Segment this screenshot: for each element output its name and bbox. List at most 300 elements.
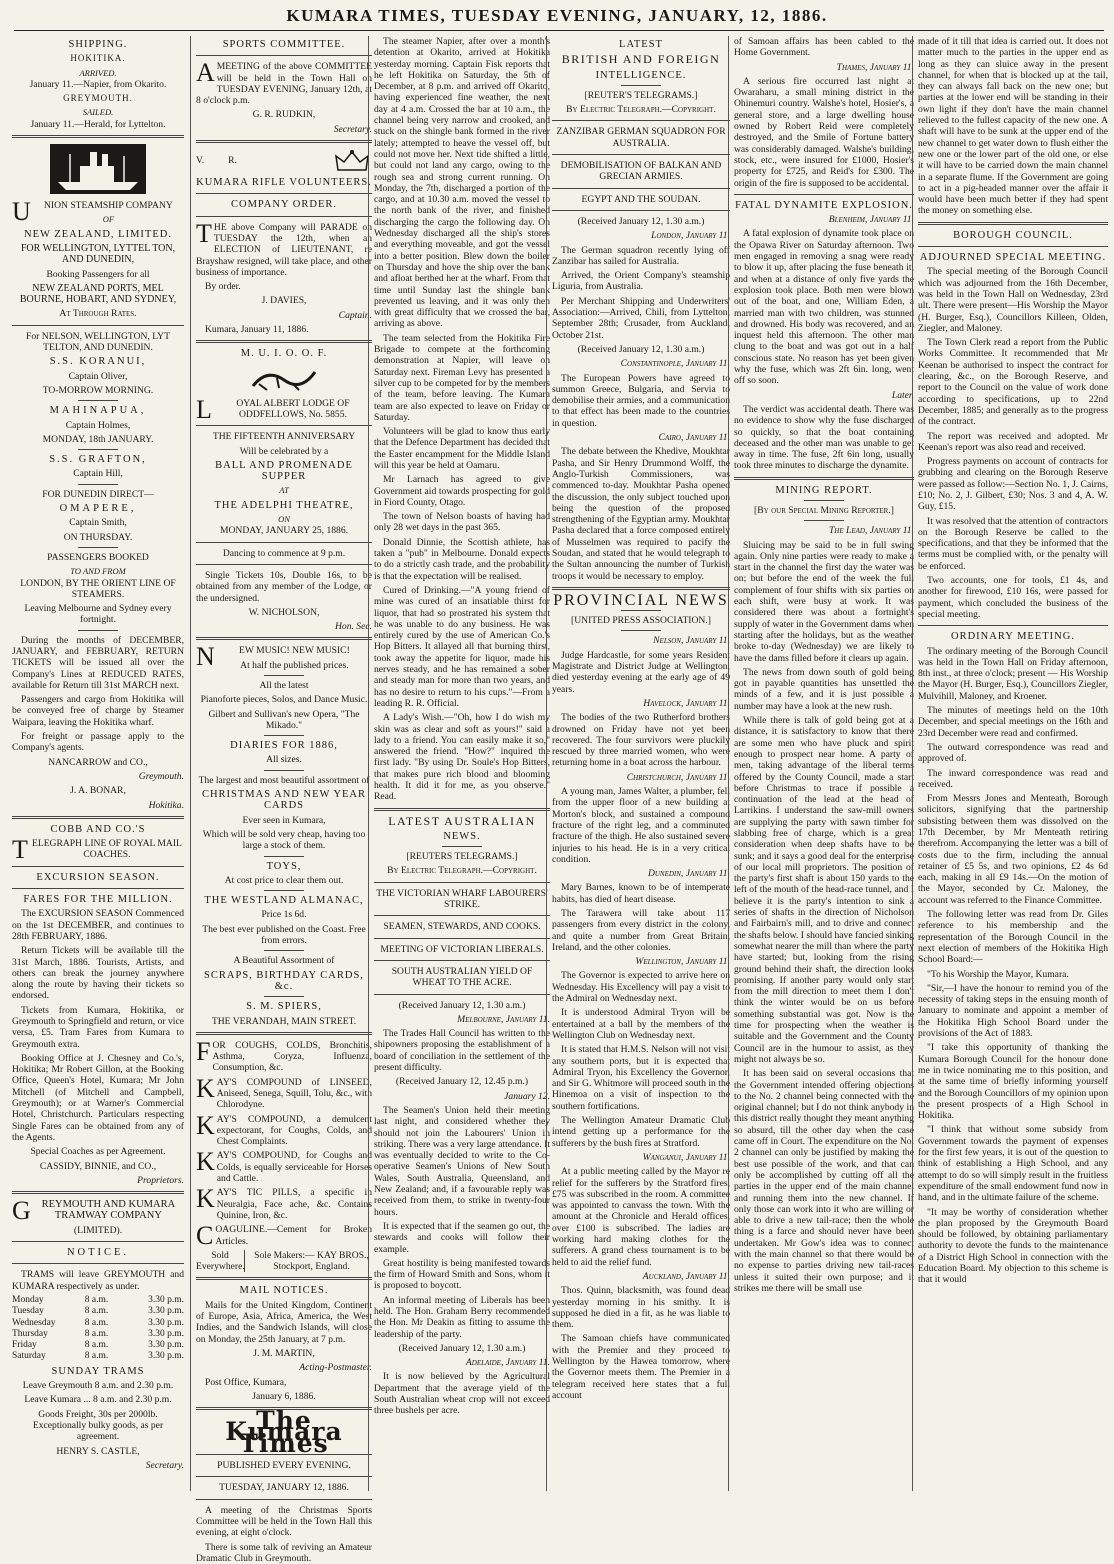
dateline: London, January 11.: [552, 230, 730, 241]
news-para: "Sir,—I have the honour to remind you of the necessity of taking steps in the ensuing month of January to nominate and appoint a member of the Hokitika High School Board under the provisions of the Act of 1883.: [918, 983, 1108, 1039]
schedule-am: 8 a.m.: [85, 1351, 124, 1362]
martin: J. M. MARTIN,: [196, 1348, 372, 1359]
borough-council-heading: BOROUGH COUNCIL.: [918, 230, 1108, 241]
notice-heading: NOTICE.: [12, 1247, 184, 1258]
usc-booking: Booking Passengers for all: [12, 269, 184, 280]
dateline: Thames, January 11.: [734, 62, 914, 73]
hon-sec: Hon. Sec.: [196, 621, 372, 632]
divider: [12, 866, 184, 867]
divider: [196, 1032, 372, 1035]
divider: [621, 85, 661, 86]
captain: Captain.: [196, 310, 372, 321]
news-para: The verdict was accidental death. There was no evidence to show why the fuse discharged so quickly, so that the boat containing deceased and the other man was unable to get away in time. The fuse, 2ft 6in long, usually took three minutes to discharge the dynamite.: [734, 404, 914, 472]
headline: ZANZIBAR GERMAN SQUADRON FOR AUSTRALIA.: [552, 126, 730, 149]
crown-icon: [332, 148, 372, 174]
news-para: Sluicing may be said to be in full swing again. Only nine parties were ready to make a start in the channel the first day the water was on; but before the end of the week the full complement of four shifts with six parties on each shift, were busy at work. It was considered there was about a fortnight's supply of water in the Government dams when starting after the holidays, but as the weather broke to-day (Wednesday) we are likely to have the dams filled before it clears up again.: [734, 540, 914, 664]
new-music: NEW MUSIC! NEW MUSIC!: [196, 645, 372, 656]
dateline: Later.: [734, 390, 914, 401]
mail-para: Mails for the United Kingdom, Continent of Europe, Asia, Africa, America, the West Indies, and the Sandwich Islands, will close on Monday, the 25th January, at 7 p.m.: [196, 1300, 372, 1345]
news-para: An informal meeting of Liberals has been held. The Hon. Graham Berry recommended the Hon. Mr Deakin as fitting to assume the leadership of the party.: [374, 1295, 550, 1340]
news-para: The Seamen's Union held their meeting last night, and considered whether they should not join the Labourers' Union in striking. There was a very large attendance. It was eventually decided to write to the Co-operative Seamen's Unions of New South Wales, South Australia, Queensland, and New Zealand; and, if a favourable reply was received from them, to strike in twenty-four hours.: [374, 1105, 550, 1218]
news-para: The report was received and adopted. Mr Keenan's report was also read and received.: [918, 431, 1108, 454]
kay-makers: [196, 1250, 372, 1273]
australian-heading: LATEST AUSTRALIAN: [374, 816, 550, 827]
divider: [12, 816, 184, 819]
divider: [78, 547, 118, 548]
ship-captain: Captain Hill,: [12, 468, 184, 479]
nicholson: W. NICHOLSON,: [196, 607, 372, 618]
all-sizes: All sizes.: [196, 754, 372, 765]
received: (Received January 12, 1.30 a.m.): [552, 216, 730, 227]
which: Which will be sold very cheap, having too large a stock of them.: [196, 829, 372, 852]
acting-postmaster: Acting-Postmaster.: [196, 1362, 372, 1373]
schedule-day: Monday: [12, 1295, 85, 1306]
divider: [734, 477, 914, 480]
divider: [12, 135, 184, 138]
masthead: KUMARA TIMES, TUESDAY EVENING, JANUARY, 12, 1886.: [0, 6, 1114, 32]
london-line: LONDON, BY THE ORIENT LINE OF STEAMERS.: [12, 578, 184, 601]
divider: [196, 140, 372, 143]
column-1: [12, 36, 188, 1491]
ball-supper: BALL AND PROMENADE SUPPER: [196, 460, 372, 483]
news-para: of Samoan affairs has been cabled to the Home Government.: [734, 36, 914, 59]
usc-route-1: FOR WELLINGTON, LYTTEL TON, AND DUNEDIN,: [12, 243, 184, 266]
sports-heading: SPORTS COMMITTEE.: [196, 39, 372, 50]
issue-date: TUESDAY, JANUARY 12, 1886.: [196, 1482, 372, 1493]
news-para: Per Merchant Shipping and Underwriters' Association:—Arrived, Chili, from Lyttelton, September 28th; Crusader, from Auckland, October 21st.: [552, 296, 730, 341]
schedule-pm: 3.30 p.m.: [124, 1351, 184, 1362]
spiers: S. M. SPIERS,: [196, 1001, 372, 1012]
news-para: It was resolved that the attention of contractors on the Borough Reserve be called to the specifications, and that they be informed that the terms must be complied with, or the penalty will be enforced.: [918, 516, 1108, 572]
ordinary-meeting-heading: ORDINARY MEETING.: [918, 631, 1108, 642]
news-para: "I take this opportunity of thanking the Kumara Borough Council for the honour done me in twice nominating me to this position, and at the same time of briefly informing yourself and the Borough Councillors of my opinion upon the present prospects of a High School in Hokitika.: [918, 1042, 1108, 1121]
news-para: A young man, James Walter, a plumber, fell from the upper floor of a new building at Morton's block, and sustained a compound fracture of the right leg, and a comminuted fracture of the thigh. He also sustained severe injuries to his head. He is in a very critical condition.: [552, 786, 730, 865]
mail-notices: MAIL NOTICES.: [196, 1285, 372, 1296]
post-office: Post Office, Kumara,: [196, 1377, 372, 1388]
received: (Received January 12, 12.45 p.m.): [374, 1076, 550, 1087]
cobb-heading: COBB AND CO.'S: [12, 824, 184, 835]
news-para: It has been said on several occasions that the Government intended offering objections to the No. 2 channel being connected with the original channel; but I do not think anybody in this district really thought they meant anything so absurd, till the other day when the case came off in Court. The expenditure on the No. 2 channel can only be justified by making the best use possible of the work, and that can only be accomplished by cutting off all the parties in the upper end of the main channel and running them into the new channel. If only those can work into it who are willing or able to drive a new tail-race; then the whole thing is a farce and should never have been undertaken. Mr Gow's idea was to connect with the main channel so that there would be no expense to parties driving new tail-races unless it suited their own purpose; and it strikes me there will be small use: [734, 1068, 914, 1294]
divider: [804, 500, 844, 501]
agent-nancarrow: NANCARROW and CO.,: [12, 757, 184, 768]
coaguline: COAGULINE.—Cement for Broken Articles.: [196, 1224, 372, 1247]
muloof: M. U. I. O. O. F.: [196, 348, 372, 359]
ship-captain: Captain Oliver,: [12, 371, 184, 382]
fifteenth: THE FIFTEENTH ANNIVERSARY: [196, 431, 372, 442]
schedule-am: 8 a.m.: [85, 1306, 124, 1317]
sunday-line: Leave Kumara ... 8 a.m. and 2.30 p.m.: [12, 1394, 184, 1405]
divider: [552, 154, 730, 155]
column-2: [190, 36, 376, 1491]
column-6: [912, 36, 1110, 1491]
almanac-price: Price 1s 6d.: [196, 909, 372, 920]
table-row: [12, 1318, 184, 1329]
headline: SEAMEN, STEWARDS, AND COOKS.: [374, 921, 550, 932]
usc-route-2: For NELSON, WELLINGTON, LYT TELTON, AND DUNEDIN.: [12, 331, 184, 354]
divider: [78, 449, 118, 450]
sailed-line: January 11.—Herald, for Lyttelton.: [12, 119, 184, 130]
divider: [374, 960, 550, 961]
received: (Received January 12, 1.30 a.m.): [552, 344, 730, 355]
sold-everywhere: Sold Everywhere.: [196, 1250, 245, 1273]
excursion-para: Tickets from Kumara, Hokitika, or Greymouth to Springfield and return, or vice versa, £5. Tram Fares from Kumara to Greymouth extra.: [12, 1005, 184, 1050]
divider: [196, 216, 372, 217]
scraps: SCRAPS, BIRTHDAY CARDS, &c.: [196, 970, 372, 993]
at-cost: At cost price to clear them out.: [196, 875, 372, 886]
news-para: The Samoan chiefs have communicated with the Premier and they proceed to Wellington by the Hawea tomorrow, where the Governor meets them. The Premier in a telegram received here states that a full account: [552, 1333, 730, 1401]
schedule-pm: 3.30 p.m.: [124, 1306, 184, 1317]
toys: TOYS,: [196, 861, 372, 872]
reuters: [REUTER'S TELEGRAMS.]: [552, 90, 730, 101]
table-row: [12, 1329, 184, 1340]
published-every-evening: PUBLISHED EVERY EVENING.: [196, 1460, 372, 1471]
return-tickets-para: During the months of DECEMBER, JANUARY, and FEBRUARY, RETURN TICKETS will be issued all over the Company's Lines at REDUCED RATES, available for Return till 31st MARCH next.: [12, 635, 184, 691]
dateline: Blenheim, January 11.: [734, 214, 914, 225]
dateline: Nelson, January 11.: [552, 635, 730, 646]
dateline: Cairo, January 11.: [552, 432, 730, 443]
dateline: January 12.: [374, 1091, 550, 1102]
ship-date: MONDAY, 18th JANUARY.: [12, 434, 184, 445]
news-para: Thos. Quinn, blacksmith, was found dead yesterday morning in his smithy. It is supposed he died in a fit, as he was liable to them.: [552, 1285, 730, 1330]
company-order: COMPANY ORDER.: [196, 199, 372, 210]
news-para: A meeting of the Christmas Sports Committee will be held in the Town Hall this evening, at eight o'clock.: [196, 1505, 372, 1539]
freight-para: For freight or passage apply to the Company's agents.: [12, 731, 184, 754]
schedule-am: 8 a.m.: [85, 1340, 124, 1351]
reuters: [REUTERS TELEGRAMS.]: [374, 851, 550, 862]
celebrated: Will be celebrated by a: [196, 446, 372, 457]
news-para: A serious fire occurred last night at Owaraharu, a small mining district in the Ohinemuri country. Walshe's hotel, Hosier's, a general store, and a large dwelling house owned by Robert Reid were completely destroyed, and the Smile of Fortune battery was considerably damaged. Walshe's building, stock, etc., were insured for £1000, Hosier's property for £725, and Reid's for £300. The origin of the fire is supposed to be accidental.: [734, 76, 914, 189]
news-para: The town of Nelson boasts of having had only 28 wet days in the past 365.: [374, 511, 550, 534]
news-para: The Governor is expected to arrive here on Wednesday. His Excellency will pay a visit to the Admiral on Wednesday next.: [552, 970, 730, 1004]
port-greymouth: GREYMOUTH.: [12, 93, 184, 104]
ship-koranui: S.S. KORANUI,: [12, 356, 184, 367]
divider: [374, 938, 550, 939]
news-para: The Town Clerk read a report from the Public Works Committee. It recommended that Mr Keenan be authorised to inspect the contract for clearing, &c., on the Borough Reserve, and report to the Council on the value of work done according to specifications, up to 22nd December, 1885; and generally as to the progress of the contract.: [918, 337, 1108, 427]
cobb-title: TELEGRAPH LINE OF ROYAL MAIL COACHES.: [12, 838, 184, 861]
divider: [552, 210, 730, 211]
dateline: Dunedin, January 11.: [552, 868, 730, 879]
rudkin-title: Secretary.: [196, 124, 372, 135]
dateline: Wanganui, January 11.: [552, 1152, 730, 1163]
divider: [12, 1191, 184, 1194]
divider: [12, 325, 184, 326]
divider: [196, 1499, 372, 1500]
news-para: The Trades Hall Council has written to the shipowners proposing the establishment of a board of conciliation in the settlement of the present difficulty.: [374, 1028, 550, 1073]
usc-of: OF: [12, 214, 184, 225]
excursion-para: The EXCURSION SEASON Commenced on the 1st DECEMBER, and continues to 28th FEBRUARY, 1886.: [12, 908, 184, 942]
post-office-date: January 6, 1886.: [196, 1391, 372, 1402]
dateline: Christchurch, January 11.: [552, 772, 730, 783]
goods-freight: Goods Freight, 30s per 2000lb. Exceptionally bulky goods, as per agreement.: [12, 1409, 184, 1443]
upa: [UNITED PRESS ASSOCIATION.]: [552, 615, 730, 626]
divider: [264, 675, 304, 676]
schedule-pm: 3.30 p.m.: [124, 1295, 184, 1306]
verandah: THE VERANDAH, MAIN STREET.: [196, 1016, 372, 1027]
ship-mahinapua: MAHINAPUA,: [12, 405, 184, 416]
news-para: The outward correspondence was read and approved of.: [918, 742, 1108, 765]
kays-horses: KAY'S COMPOUND, for Coughs and Colds, is equally serviceable for Horses and Cattle.: [196, 1150, 372, 1184]
news-para: The debate between the Khedive, Moukhtar Pasha, and Sir Henry Drummond Wolff, the Anglo-Turkish Commissioners, was commenced to-day. Moukhtar Pasha opened the discussion, the only subject touched upon being the question of the proposed strengthening of the Egyptian army. Moukhtar Pasha declared that a force composed entirely of Musselmen was required to pacify the Soudan, and stated that he would telegraph to the Sultan announcing the number of Turkish troops it would be necessary to employ.: [552, 446, 730, 582]
news-para: It is now believed by the Agricultural Department that the average yield of the South Australian wheat crop will not exceed three bushels per acre.: [374, 1371, 550, 1416]
schedule-am: 8 a.m.: [85, 1295, 124, 1306]
divider: [196, 55, 372, 56]
by-electric: By Electric Telegraph.—Copyright.: [552, 104, 730, 115]
column-3: [368, 36, 554, 1491]
shipping-heading: SHIPPING.: [12, 39, 184, 50]
sole-makers: Sole Makers:— KAY BROS., Stockport, England.: [251, 1250, 372, 1273]
news-para: The team selected from the Hokitika Fire Brigade to compete at the forthcoming demonstration at Napier, will leave on Saturday next. Fireman Levy has presented a silver cup to be competed for by the members of the team, before leaving. The Kumara team are also expected to leave on Friday or Saturday.: [374, 333, 550, 423]
newspaper-title: The Kumara Times: [196, 1415, 372, 1449]
news-para: From Messrs Jones and Menteath, Borough solicitors, signifying that the partnership subsisting between them was dissolved on the 17th December, by Mr Menteath retiring therefrom. Accompanying the letter was a bill of costs due to the firm, including the annual retainer of £5 5s, and two opinions, £2 4s 6d each, making in all £9 14s.—On the motion of the Mayor, seconded by Cr. Maloney, the account was referred to the Finance Committee.: [918, 793, 1108, 906]
agent-place: Greymouth.: [12, 771, 184, 782]
kays-tic-pills: KAY'S TIC PILLS, a specific in Neuralgia, Face ache, &c. Contains Quinine, Iron, &c.: [196, 1187, 372, 1221]
schedule-am: 8 a.m.: [85, 1329, 124, 1340]
news-para: The steamer Napier, after over a month's detention at Okarito, arrived at Hokitika yesterday morning. Captain Fisk reports that he left Hokitika on Saturday, the 5th of December, at 8 p.m. and arrived off Okarito, having experienced fine weather, the next day at 4 a.m. Crossed the bar at 10 a.m., the channel being very narrow and crooked, and stuck on the shingle bank formed in the river lately; attempted to heave the vessel off, but could not move her. Next tide shifted a little, but could not land any cargo, owing to the rough sea and strong current running. On Monday, the 7th, discharged a portion of the cargo, and at 10.30 a.m. moved the vessel to the north bank of the river, and finished discharging the cargo the following day. On Wednesday discharged all the ship's stores and everything moveable, and got the vessel into a better position. Blew down the boiler on Thursday and hove the ship over the bank and afloat berthed her at the wharf. From that time until Sunday last the shingle bank prevented us leaving, and it was only then with great difficulty that we crossed the bar, arriving as above.: [374, 36, 550, 330]
schedule-pm: 3.30 p.m.: [124, 1318, 184, 1329]
agent-bonar: J. A. BONAR,: [12, 785, 184, 796]
divider: [734, 194, 914, 195]
divider: [196, 637, 372, 640]
table-row: [12, 1351, 184, 1362]
tram-schedule: [12, 1295, 184, 1363]
masthead-rule: [14, 30, 1104, 31]
news-para: Mr Larnach has agreed to give Government aid towards prospecting for gold in Fiord County, Otago.: [374, 474, 550, 508]
usc-rates: At Through Rates.: [12, 308, 184, 319]
cargo-para: Passengers and cargo from Hokitika will be conveyed free of charge by Steamer Waipara, leaving the Hokitika wharf.: [12, 694, 184, 728]
divider: [621, 630, 661, 631]
divider: [264, 890, 304, 891]
news-para: The German squadron recently lying off Zanzibar has sailed for Australia.: [552, 245, 730, 268]
news-para: The Tarawera will take about 117 passengers from every district in the colony, and quite a number from Great Britain, Ireland, and the other colonies.: [552, 908, 730, 953]
ship-grafton: S.S. GRAFTON,: [12, 454, 184, 465]
news-para: Two accounts, one for tools, £1 4s, and another for firewood, £10 16s, were passed for payment, which concluded the business of the special meeting.: [918, 575, 1108, 620]
news-para: "It may be worthy of consideration whether the plan proposed by the Greymouth Board should be followed, by obtaining parliamentary authority to devote the funds to the maintenance of a District High School in connection with the Education Board. My objection to this scheme is that it would: [918, 1207, 1108, 1286]
news-para: The minutes of meetings held on the 10th December, and special meetings on the 16th and 23rd December were read and confirmed.: [918, 705, 1108, 739]
rifle-para: THE above Company will PARADE on TUESDAY the 12th, when an ELECTION of LIEUTENANT, re Brayshaw resigned, will take place, and other business of importance.: [196, 222, 372, 278]
fares-heading: FARES FOR THE MILLION.: [12, 894, 184, 905]
intelligence-heading: INTELLIGENCE.: [552, 70, 730, 81]
news-para: The news from down south of gold being got in payable quantities has unsettled the minds of a few, and it is just possible a number may have a look at the new rush.: [734, 667, 914, 712]
rudkin: G. R. RUDKIN,: [196, 109, 372, 120]
received: (Received January 12, 1.30 a.m.): [374, 1000, 550, 1011]
news-para: Judge Hardcastle, for some years Resident Magistrate and District Judge at Wellington, died yesterday evening at the early age of 49 years.: [552, 650, 730, 695]
arrived-label: ARRIVED.: [12, 68, 184, 79]
news-para: It is expected that if the seamen go out, the stewards and cooks will follow their example.: [374, 1221, 550, 1255]
divider: [264, 856, 304, 857]
mining-report-heading: MINING REPORT.: [734, 485, 914, 496]
gilbert: Gilbert and Sullivan's new Opera, "The Mikado.": [196, 709, 372, 732]
by-our-reporter: [By our Special Mining Reporter.]: [734, 505, 914, 516]
schedule-pm: 3.30 p.m.: [124, 1329, 184, 1340]
news-para: The special meeting of the Borough Council which was adjourned from the 16th December, was held in the Town Hall on Wednesday, 23rd ult. There were present—His Worship the Mayor (H. Burger, Esq.), Councillors Killeen, Olden, Ziegler, and Maloney.: [918, 266, 1108, 334]
british-foreign-heading: BRITISH AND FOREIGN: [552, 54, 730, 65]
divider: [196, 542, 372, 543]
ball-tickets: Single Tickets 10s, Double 16s, to be obtained from any member of the Lodge, or the undersigned.: [196, 570, 372, 604]
divider: [374, 994, 550, 995]
dateline: Melbourne, January 11.: [374, 1014, 550, 1025]
news-para: There is some talk of reviving an Amateur Dramatic Club in Greymouth.: [196, 1542, 372, 1564]
passengers-booked: PASSENGERS BOOKED: [12, 552, 184, 563]
news-para: "To his Worship the Mayor, Kumara.: [918, 969, 1108, 980]
divider: [374, 915, 550, 916]
divider: [804, 520, 844, 521]
adjourned-heading: ADJOURNED SPECIAL MEETING.: [918, 252, 1108, 263]
news-para: It is stated that H.M.S. Nelson will not visit any southern ports, but it is expected that Admiral Tryon, his Excellency the Governor, and Sir G. Whitmore will proceed south in the Hinemoa on a visit of inspection to the southern fortifications.: [552, 1044, 730, 1112]
christmas-cards: CHRISTMAS AND NEW YEAR CARDS: [196, 789, 372, 812]
divider: [78, 484, 118, 485]
news-para: "I think that without some subsidy from Government towards the payment of expenses for the first few years, it is out of the question to think of establishing a High School, and any attempt to do so will simply result in the fruitless expenditure of the small endowment fund now in hand, and in the ultimate failure of the scheme.: [918, 1124, 1108, 1203]
schedule-day: Friday: [12, 1340, 85, 1351]
news-para: The ordinary meeting of the Borough Council was held in the Town Hall on Friday afternoon, 8th inst., at three o'clock; present — His Worship the Mayor (H. Burger, Esq.), Councillors Ziegler, Mulvihill, Maloney, and Kroener.: [918, 646, 1108, 702]
beautiful: A Beautiful Assortment of: [196, 955, 372, 966]
divider: [12, 1241, 184, 1242]
schedule-am: 8 a.m.: [85, 1318, 124, 1329]
divider: [78, 630, 118, 631]
dateline: Havelock, January 11.: [552, 698, 730, 709]
agent-place: Hokitika.: [12, 800, 184, 811]
news-para: It is understood Admiral Tryon will be entertained at a ball by the members of the Wellington Club on Wednesday next.: [552, 1007, 730, 1041]
by-order: By order.: [196, 281, 372, 292]
divider: [12, 888, 184, 889]
headline: THE VICTORIAN WHARF LABOURERS' STRIKE.: [374, 888, 550, 911]
excursion-para: Booking Office at J. Chesney and Co.'s, Hokitika; Mr Robert Gillon, at the Booking Office, Queen's Hotel, Kumara; Mr John Mitchell (of Mitchell and Campbell, Greymouth); or at Warner's Commercial Hotel, Christchurch. Particulars respecting Single Fares can be obtained from any of the Agents.: [12, 1053, 184, 1143]
half-prices: At half the published prices.: [196, 660, 372, 671]
at-label: AT: [196, 485, 372, 496]
schedule-pm: 3.30 p.m.: [124, 1340, 184, 1351]
pianoforte: Pianoforte pieces, Solos, and Dance Music.: [196, 694, 372, 705]
oddfellows-emblem-icon: [249, 364, 319, 394]
news-para: At a public meeting called by the Mayor re relief for the sufferers by the Stratford fires, £75 was subscribed in the room. A committee was appointed to canvass the town. With the amount at the Chronicle and Herald offices, over £100 is subscribed. The ladies are working hard making clothes for the sufferers. A grand chess tournament is to be held to aid the relief fund.: [552, 1166, 730, 1268]
dateline: Adelaide, January 11.: [374, 1357, 550, 1368]
sports-para: AMEETING of the above COMMITTEE will be held in the Town Hall on TUESDAY EVENING, January 12th, at 8 o'clock p.m.: [196, 61, 372, 106]
proprietors: Proprietors.: [12, 1175, 184, 1186]
usc-ports: NEW ZEALAND PORTS, MEL BOURNE, HOBART, AND SYDNEY,: [12, 283, 184, 306]
schedule-day: Tuesday: [12, 1306, 85, 1317]
sunday-line: Leave Greymouth 8 a.m. and 2.30 p.m.: [12, 1380, 184, 1391]
to-and-from: TO AND FROM: [12, 566, 184, 577]
dateline: Constantinople, January 11.: [552, 358, 730, 369]
ship-captain: Captain Holmes,: [12, 420, 184, 431]
divider: [552, 120, 730, 121]
sailed-label: SAILED.: [12, 107, 184, 118]
largest: The largest and most beautiful assortment of: [196, 775, 372, 786]
divider: [374, 882, 550, 883]
provincial-heading: PROVINCIAL NEWS: [552, 595, 730, 606]
divider: [918, 246, 1108, 247]
usc-title: UNION STEAMSHIP COMPANY: [12, 200, 184, 211]
kays-demulcent: KAY'S COMPOUND, a demulcent expectorant, for Coughs, Colds, and Chest Complaints.: [196, 1114, 372, 1148]
ship-captain: Captain Smith,: [12, 517, 184, 528]
almanac: THE WESTLAND ALMANAC,: [196, 895, 372, 906]
ship-date: ON THURSDAY.: [12, 532, 184, 543]
news-para: The bodies of the two Rutherford brothers drowned on Friday have not yet been recovered. The four survivors were pluckily rescued by three married women, who were returning home in a boat across the harbour.: [552, 712, 730, 768]
secretary: Secretary.: [12, 1460, 184, 1471]
ship-date: TO-MORROW MORNING.: [12, 385, 184, 396]
kumara-date: Kumara, January 11, 1886.: [196, 324, 372, 335]
tram-title: GREYMOUTH AND KUMARA TRAMWAY COMPANY: [12, 1199, 184, 1222]
divider: [196, 193, 372, 194]
divider: [621, 610, 661, 611]
news-para: The Wellington Amateur Dramatic Club intend getting up a performance for the sufferers by the bush fires at Stratford.: [552, 1115, 730, 1149]
port-hokitika: HOKITIKA.: [12, 53, 184, 64]
fatal-explosion-heading: FATAL DYNAMITE EXPLOSION.: [734, 200, 914, 211]
divider: [918, 625, 1108, 626]
divider: [196, 1277, 372, 1280]
schedule-day: Saturday: [12, 1351, 85, 1362]
trams-intro: TRAMS will leave GREYMOUTH and KUMARA respectively as under.: [12, 1269, 184, 1292]
news-para: A Lady's Wish.—"Oh, how I do wish my skin was as clear and soft as yours!" said a lady to a friend. You can easily make it so," answered the friend. "How?" inquired the first lady. "By using Dr. Soule's Hop Bitters, that makes pure rich blood and blooming health. It did it for me, as you observe." Read.: [374, 712, 550, 802]
divider: [264, 950, 304, 951]
dateline: The Lead, January 11.: [734, 525, 914, 536]
news-para: Volunteers will be glad to know thus early that the Defence Department has decided that the Easter encampment for the Middle Island will this year be held at Oamaru.: [374, 426, 550, 471]
divider: [78, 400, 118, 401]
news-para: While there is talk of gold being got at a distance, it is satisfactory to know that there are some men who have pluck and spirit enough to prospect near home. A party of men, taking advantage of the liberal terms offered by the County Council, made a start before Christmas to trace if possible a continuation of the lead at the head of Larrikins. I understand the saw-mill owners are supplying the party with sawn timber for slabbing free of charge, which is a great consideration when deep shafts have to be sunk; and it says a good deal for the enterprise of our local mill proprietors. The position of the party's first shaft is about 150 yards to the left of the mouth of the head-race tunnel, and I believe it is the party's intention to sink a series of shafts in the direction of Nicholson and Fairbairn's mill, and to drive and connect the shafts below. I should have fancied sinking somewhat nearer the mill than where the party have started; but, looking from the rising ground behind their shaft, the direction looks promising. If another party would only start from the mill direction to meet them I don't think the winter would be on us before something substantial was got. Now is the time for prospecting when the weather is suitable and the Government and the County Council are in the humour to assist, as they might not always be so.: [734, 715, 914, 1065]
column-4: [546, 36, 734, 1491]
davies: J. DAVIES,: [196, 295, 372, 306]
for-dunedin: FOR DUNEDIN DIRECT—: [12, 489, 184, 500]
arrived-line: January 11.—Napier, from Okarito.: [12, 79, 184, 90]
news-para: made of it till that idea is carried out. It does not matter much to the parties in the upper end as long as they can sluice away in the present channel, for when that is blocked up at the tail, they can always fall back on the new one; but parties at the lower end will be standing in their own light if they don't have the main channel relieved to the fullest capacity of the new one. A shaft will have to be sunk at the upper end of the new channel to get water down to flush either the new one or the lower part of the old one, or else it will have to be carried down the main channel in a separate flume. If the Government are going to act in a pig-headed manner over the affair it would have been much better if they had spent the money on something else.: [918, 36, 1108, 217]
divider: [552, 188, 730, 189]
headline: DEMOBILISATION OF BALKAN AND GRECIAN ARMIES.: [552, 160, 730, 183]
headline: SOUTH AUSTRALIAN YIELD OF WHEAT TO THE ACRE.: [374, 966, 550, 989]
steamship-icon: [50, 144, 146, 194]
all-latest: All the latest: [196, 680, 372, 691]
schedule-day: Thursday: [12, 1329, 85, 1340]
kays-coughs: FOR COUGHS, COLDS, Bronchitis, Asthma, Coryza, Influenza, Consumption, &c.: [196, 1040, 372, 1074]
divider: [442, 846, 482, 847]
ship-omapere: OMAPERE,: [12, 503, 184, 514]
news-para: The following letter was read from Dr. Giles reference to his membership and the representation of the Borough Council in the next election of members of the Hokitika High School Board:—: [918, 909, 1108, 965]
news-para: Great hostility is being manifested towards the firm of Howard Smith and Sons, whom it is proposed to boycott.: [374, 1258, 550, 1292]
on-label: ON: [196, 514, 372, 525]
ever-seen: Ever seen in Kumara,: [196, 815, 372, 826]
excursion-para: Special Coaches as per Agreement.: [12, 1146, 184, 1157]
divider: [196, 425, 372, 426]
excursion-para: Return Tickets will be available till the 31st March, 1886. Tourists, Artists, and others can break the journey anywhere along the route by having their tickets so endorsed.: [12, 945, 184, 1001]
column-5: [728, 36, 918, 1491]
dateline: Wellington, January 11.: [552, 956, 730, 967]
divider: [196, 1476, 372, 1477]
diaries: DIARIES FOR 1886,: [196, 740, 372, 751]
leaving: Leaving Melbourne and Sydney every fortnight.: [12, 603, 184, 626]
table-row: [12, 1340, 184, 1351]
news-para: A fatal explosion of dynamite took place on the Opawa River on Saturday afternoon. Two men engaged in removing a snag were ready to blow it up, after placing the fuse beneath it, and when at a distance of only five yards the explosion took place. Both men were blown out of the boat, and one, William Eden, a married man with two children, was stunned and drowned. His body was recovered, and an inquest held this afternoon. The other man clung to the boat and was got out in a half conscious state. No reason has yet been given why the fuse, which was 2ft 6in. long, went off so soon.: [734, 228, 914, 386]
vr-crest: [196, 148, 372, 174]
divider: [196, 340, 372, 343]
excursion-season: EXCURSION SEASON.: [12, 872, 184, 883]
headline: EGYPT AND THE SOUDAN.: [552, 194, 730, 205]
vr-text: V. R.: [196, 155, 237, 166]
divider: [264, 996, 304, 997]
dateline: Auckland, January 11.: [552, 1271, 730, 1282]
kays-linseed: KAY'S COMPOUND of LINSEED, Aniseed, Senega, Squill, Tolu, &c., with Chlorodyne.: [196, 1077, 372, 1111]
news-para: Progress payments on account of contracts for grubbing and clearing on the Borough Reserve were passed as follow:—Section No. 1, J. Cairns, £10; No. 2, J. Gilbert, £30; Nos. 3 and 4, A. W. Guy, £15.: [918, 456, 1108, 512]
headline: MEETING OF VICTORIAN LIBERALS.: [374, 944, 550, 955]
cassidy: CASSIDY, BINNIE, and CO.,: [12, 1161, 184, 1172]
loyal-lodge: LOYAL ALBERT LODGE OF ODDFELLOWS, No. 5855.: [196, 398, 372, 421]
schedule-day: Wednesday: [12, 1318, 85, 1329]
dancing: Dancing to commence at 9 p.m.: [196, 548, 372, 559]
news-para: Cured of Drinking.—"A young friend of mine was cured of an insatiable thirst for liquor, that had so prostrated his system that he was unable to do any business. He was entirely cured by the use of American Co.'s Hop Bitters. It allayed all that burning thirst, took away the appetite for liquor, made his nerves steady, and he has remained a sober and steady man for more than two years, and has no desire to return to his cups."—From a leading R. R. Official.: [374, 585, 550, 709]
latest-heading: LATEST: [552, 39, 730, 50]
divider: [196, 564, 372, 565]
news-para: The European Powers have agreed to summon Greece, Bulgaria, and Servia to demobilise their armies, and a communication to that effect has been made to the countries in question.: [552, 373, 730, 429]
news-para: The inward correspondence was read and received.: [918, 768, 1108, 791]
castle: HENRY S. CASTLE,: [12, 1446, 184, 1457]
sunday-trams: SUNDAY TRAMS: [12, 1366, 184, 1377]
table-row: [12, 1295, 184, 1306]
